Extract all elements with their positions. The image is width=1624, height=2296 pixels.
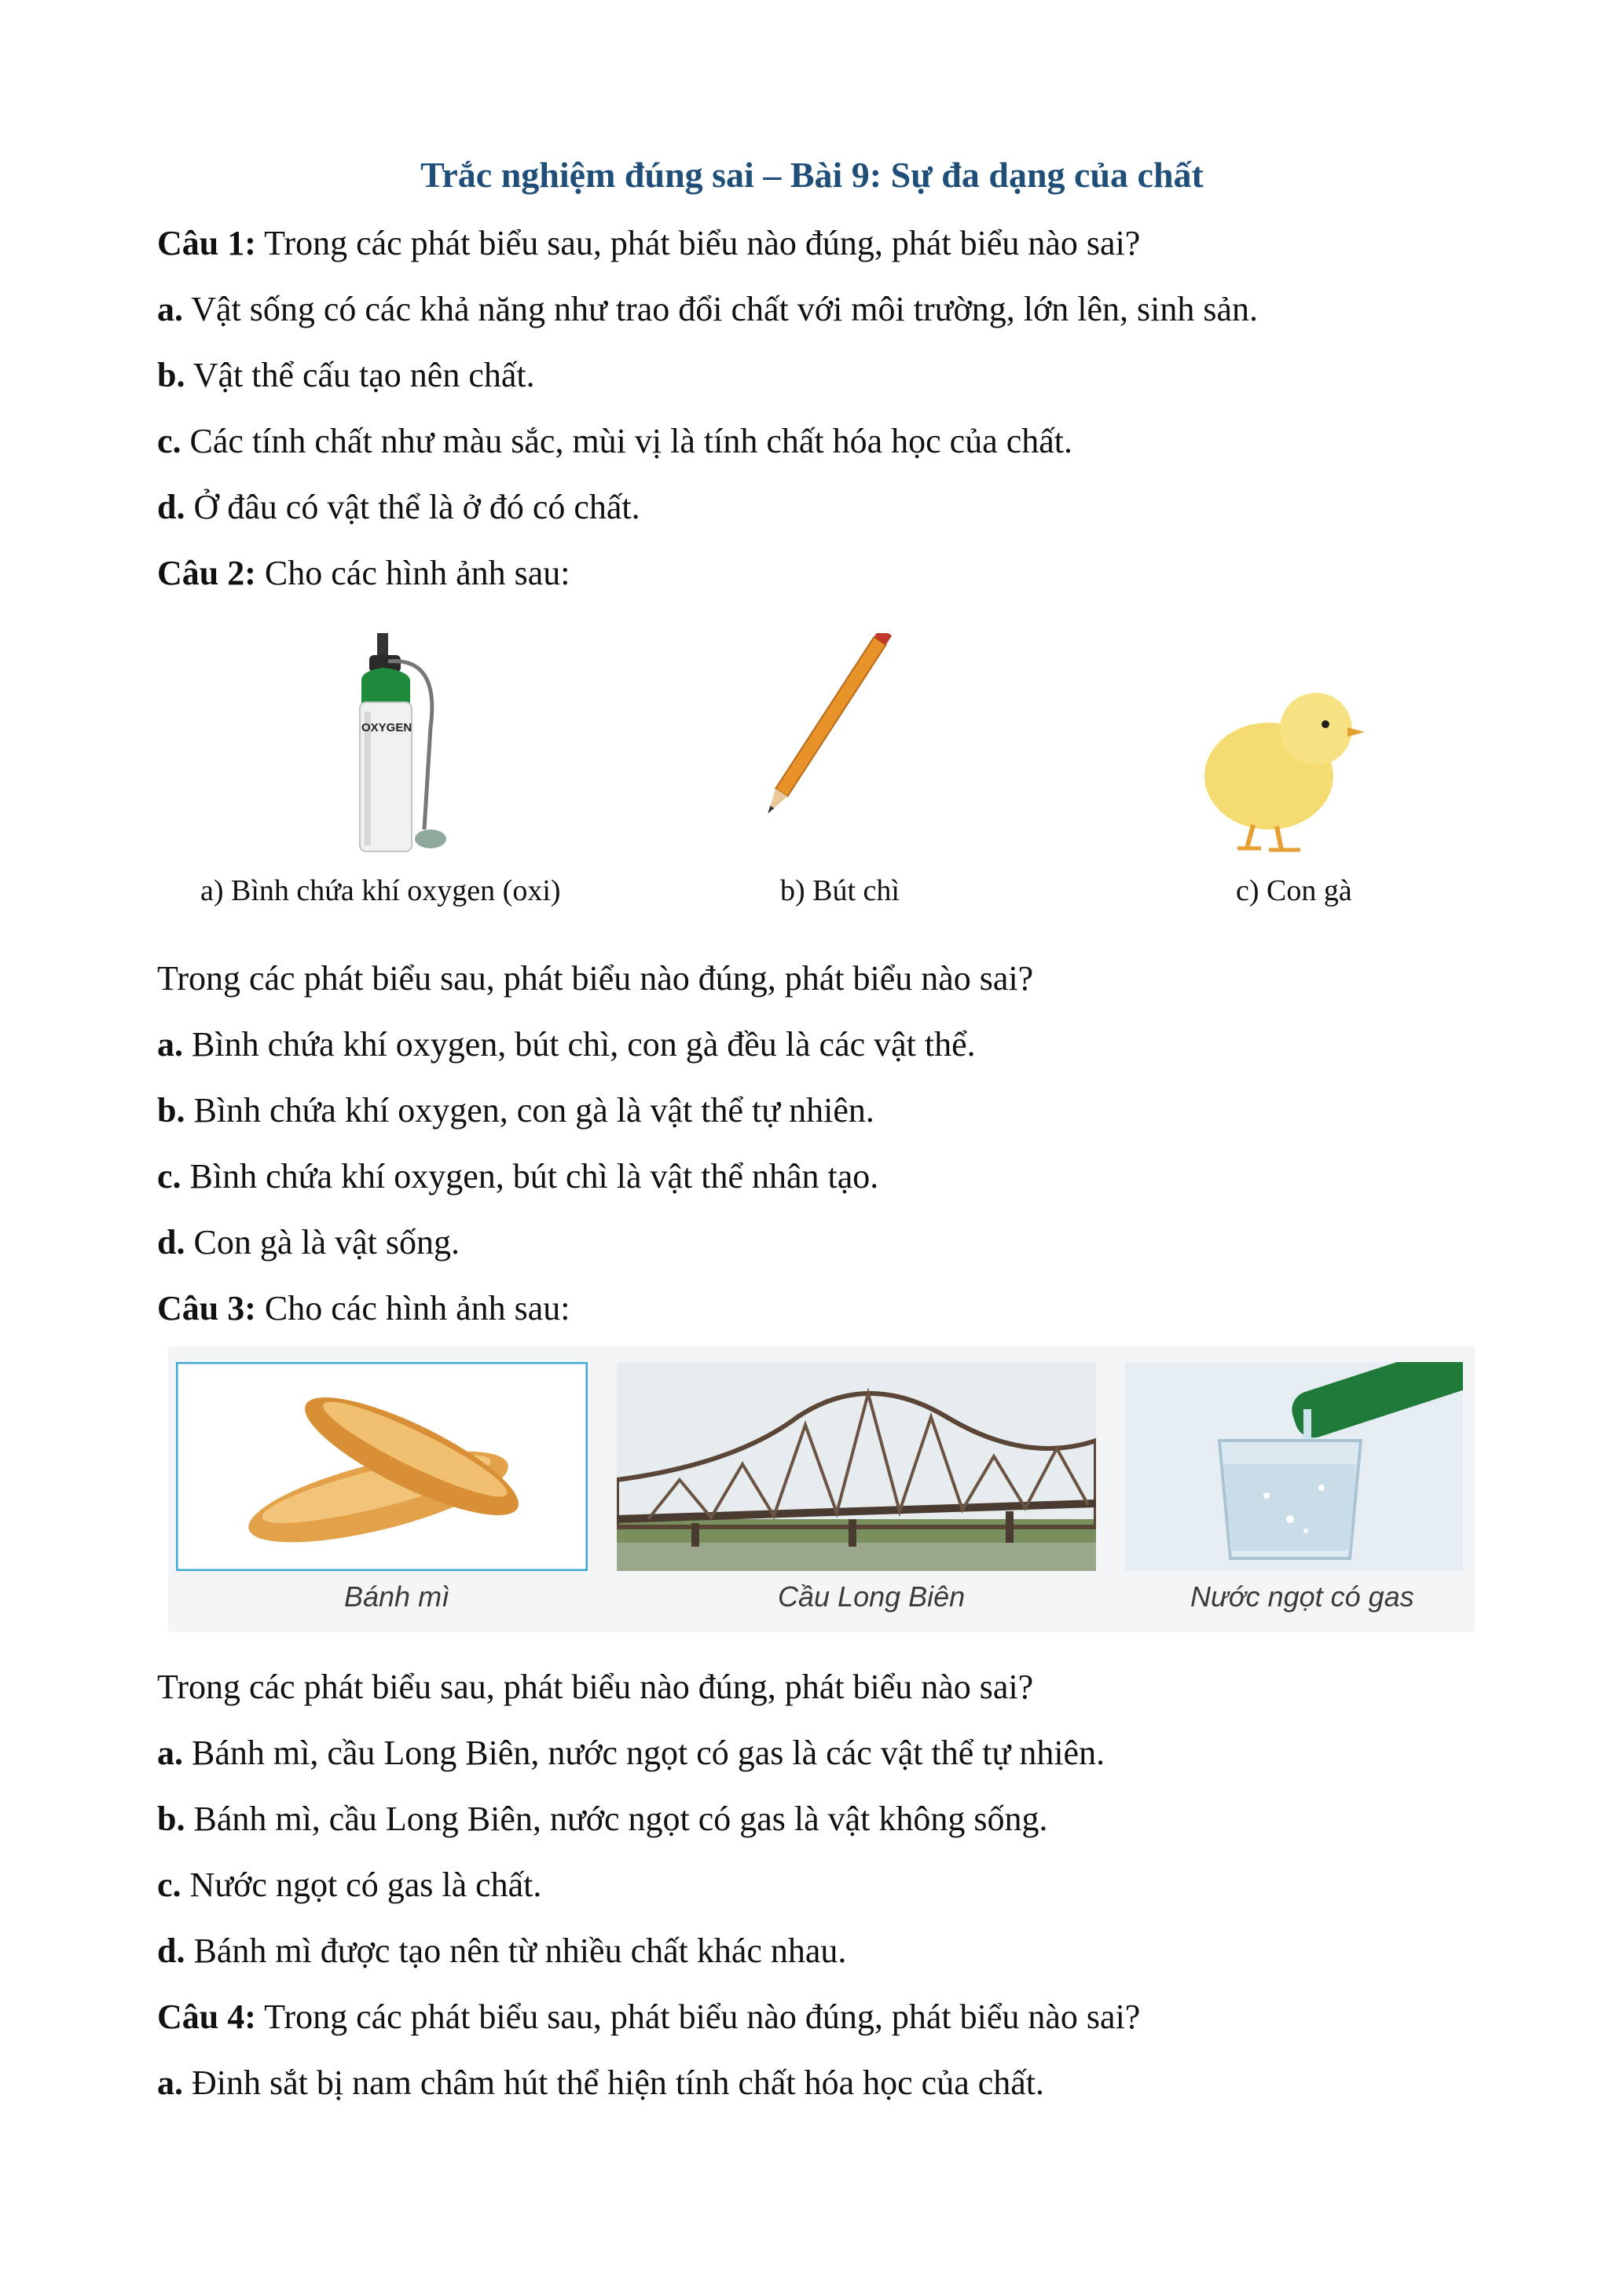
option-key: d. <box>157 1223 185 1262</box>
figure-caption-chick: c) Con gà <box>1236 874 1352 907</box>
figure-caption-oxygen: a) Bình chứa khí oxygen (oxi) <box>200 874 561 907</box>
q3-option-c <box>157 1863 541 1907</box>
chick-icon <box>1190 682 1379 855</box>
q4-option-a <box>157 2061 1044 2105</box>
question-label: Câu 2: <box>157 554 256 592</box>
q3-option-a <box>157 1731 1105 1775</box>
q2-option-d <box>157 1221 460 1265</box>
option-text: Bình chứa khí oxygen, bút chì là vật thể nhân tạo. <box>181 1157 879 1196</box>
option-text: Đinh sắt bị nam châm hút thể hiện tính chất hóa học của chất. <box>183 2063 1045 2102</box>
option-key: a. <box>157 1734 183 1772</box>
bridge-icon <box>617 1362 1096 1571</box>
option-text: Bình chứa khí oxygen, bút chì, con gà đều là các vật thể. <box>183 1025 976 1064</box>
q3-option-b <box>157 1797 1048 1841</box>
q3-prompt: Trong các phát biểu sau, phát biểu nào đúng, phát biểu nào sai? <box>157 1668 1034 1706</box>
option-key: c. <box>157 1866 181 1904</box>
option-text: Bình chứa khí oxygen, con gà là vật thể tự nhiên. <box>185 1091 874 1130</box>
q2-prompt: Trong các phát biểu sau, phát biểu nào đúng, phát biểu nào sai? <box>157 959 1034 998</box>
option-key: c. <box>157 422 181 460</box>
option-key: a. <box>157 1025 183 1064</box>
question-text: Cho các hình ảnh sau: <box>255 1289 570 1327</box>
soda-glass-icon <box>1125 1362 1463 1571</box>
option-text: Ở đâu có vật thể là ở đó có chất. <box>185 488 640 526</box>
option-key: d. <box>157 1932 185 1970</box>
option-text: Con gà là vật sống. <box>185 1223 460 1262</box>
option-key: b. <box>157 1091 185 1130</box>
oxygen-tank-icon <box>338 633 479 861</box>
tank-label: OXYGEN <box>361 721 412 734</box>
question-text: Cho các hình ảnh sau: <box>255 554 570 592</box>
pencil-icon <box>715 633 904 861</box>
q2-option-a <box>157 1023 976 1067</box>
question-text: Trong các phát biểu sau, phát biểu nào đúng, phát biểu nào sai? <box>255 1998 1141 2036</box>
q1-option-d <box>157 485 640 529</box>
option-key: a. <box>157 2063 183 2102</box>
question-3 <box>157 1287 570 1331</box>
option-key: d. <box>157 488 185 526</box>
option-key: b. <box>157 356 185 394</box>
question-label: Câu 4: <box>157 1998 256 2036</box>
option-key: b. <box>157 1800 185 1838</box>
figure-caption-soda: Nước ngọt có gas <box>1190 1580 1414 1613</box>
page-title: Trắc nghiệm đúng sai – Bài 9: Sự đa dạng của chất <box>420 155 1204 195</box>
option-text: Bánh mì, cầu Long Biên, nước ngọt có gas là vật không sống. <box>185 1800 1048 1838</box>
q2-option-b <box>157 1089 874 1133</box>
q2-option-c <box>157 1155 878 1199</box>
option-text: Bánh mì, cầu Long Biên, nước ngọt có gas là các vật thể tự nhiên. <box>183 1734 1105 1772</box>
question-label: Câu 3: <box>157 1289 256 1327</box>
option-text: Vật sống có các khả năng như trao đổi chất với môi trường, lớn lên, sinh sản. <box>183 290 1258 328</box>
q1-option-a <box>157 287 1258 331</box>
q1-option-b <box>157 353 535 397</box>
option-key: c. <box>157 1157 181 1196</box>
option-text: Các tính chất như màu sắc, mùi vị là tính chất hóa học của chất. <box>181 422 1073 460</box>
option-text: Nước ngọt có gas là chất. <box>181 1866 542 1904</box>
option-text: Vật thể cấu tạo nên chất. <box>185 356 535 394</box>
option-text: Bánh mì được tạo nên từ nhiều chất khác nhau. <box>185 1932 847 1970</box>
figure-caption-bread: Bánh mì <box>344 1580 450 1613</box>
question-1 <box>157 222 1140 265</box>
option-key: a. <box>157 290 183 328</box>
question-label: Câu 1: <box>157 224 256 262</box>
question-4 <box>157 1995 1140 2039</box>
question-2 <box>157 551 570 595</box>
question-text: Trong các phát biểu sau, phát biểu nào đúng, phát biểu nào sai? <box>255 224 1141 262</box>
q1-option-c <box>157 419 1072 463</box>
figure-caption-pencil: b) Bút chì <box>780 874 900 907</box>
figure-caption-bridge: Cầu Long Biên <box>778 1580 966 1613</box>
bread-icon <box>176 1362 588 1571</box>
q3-option-d <box>157 1929 846 1973</box>
